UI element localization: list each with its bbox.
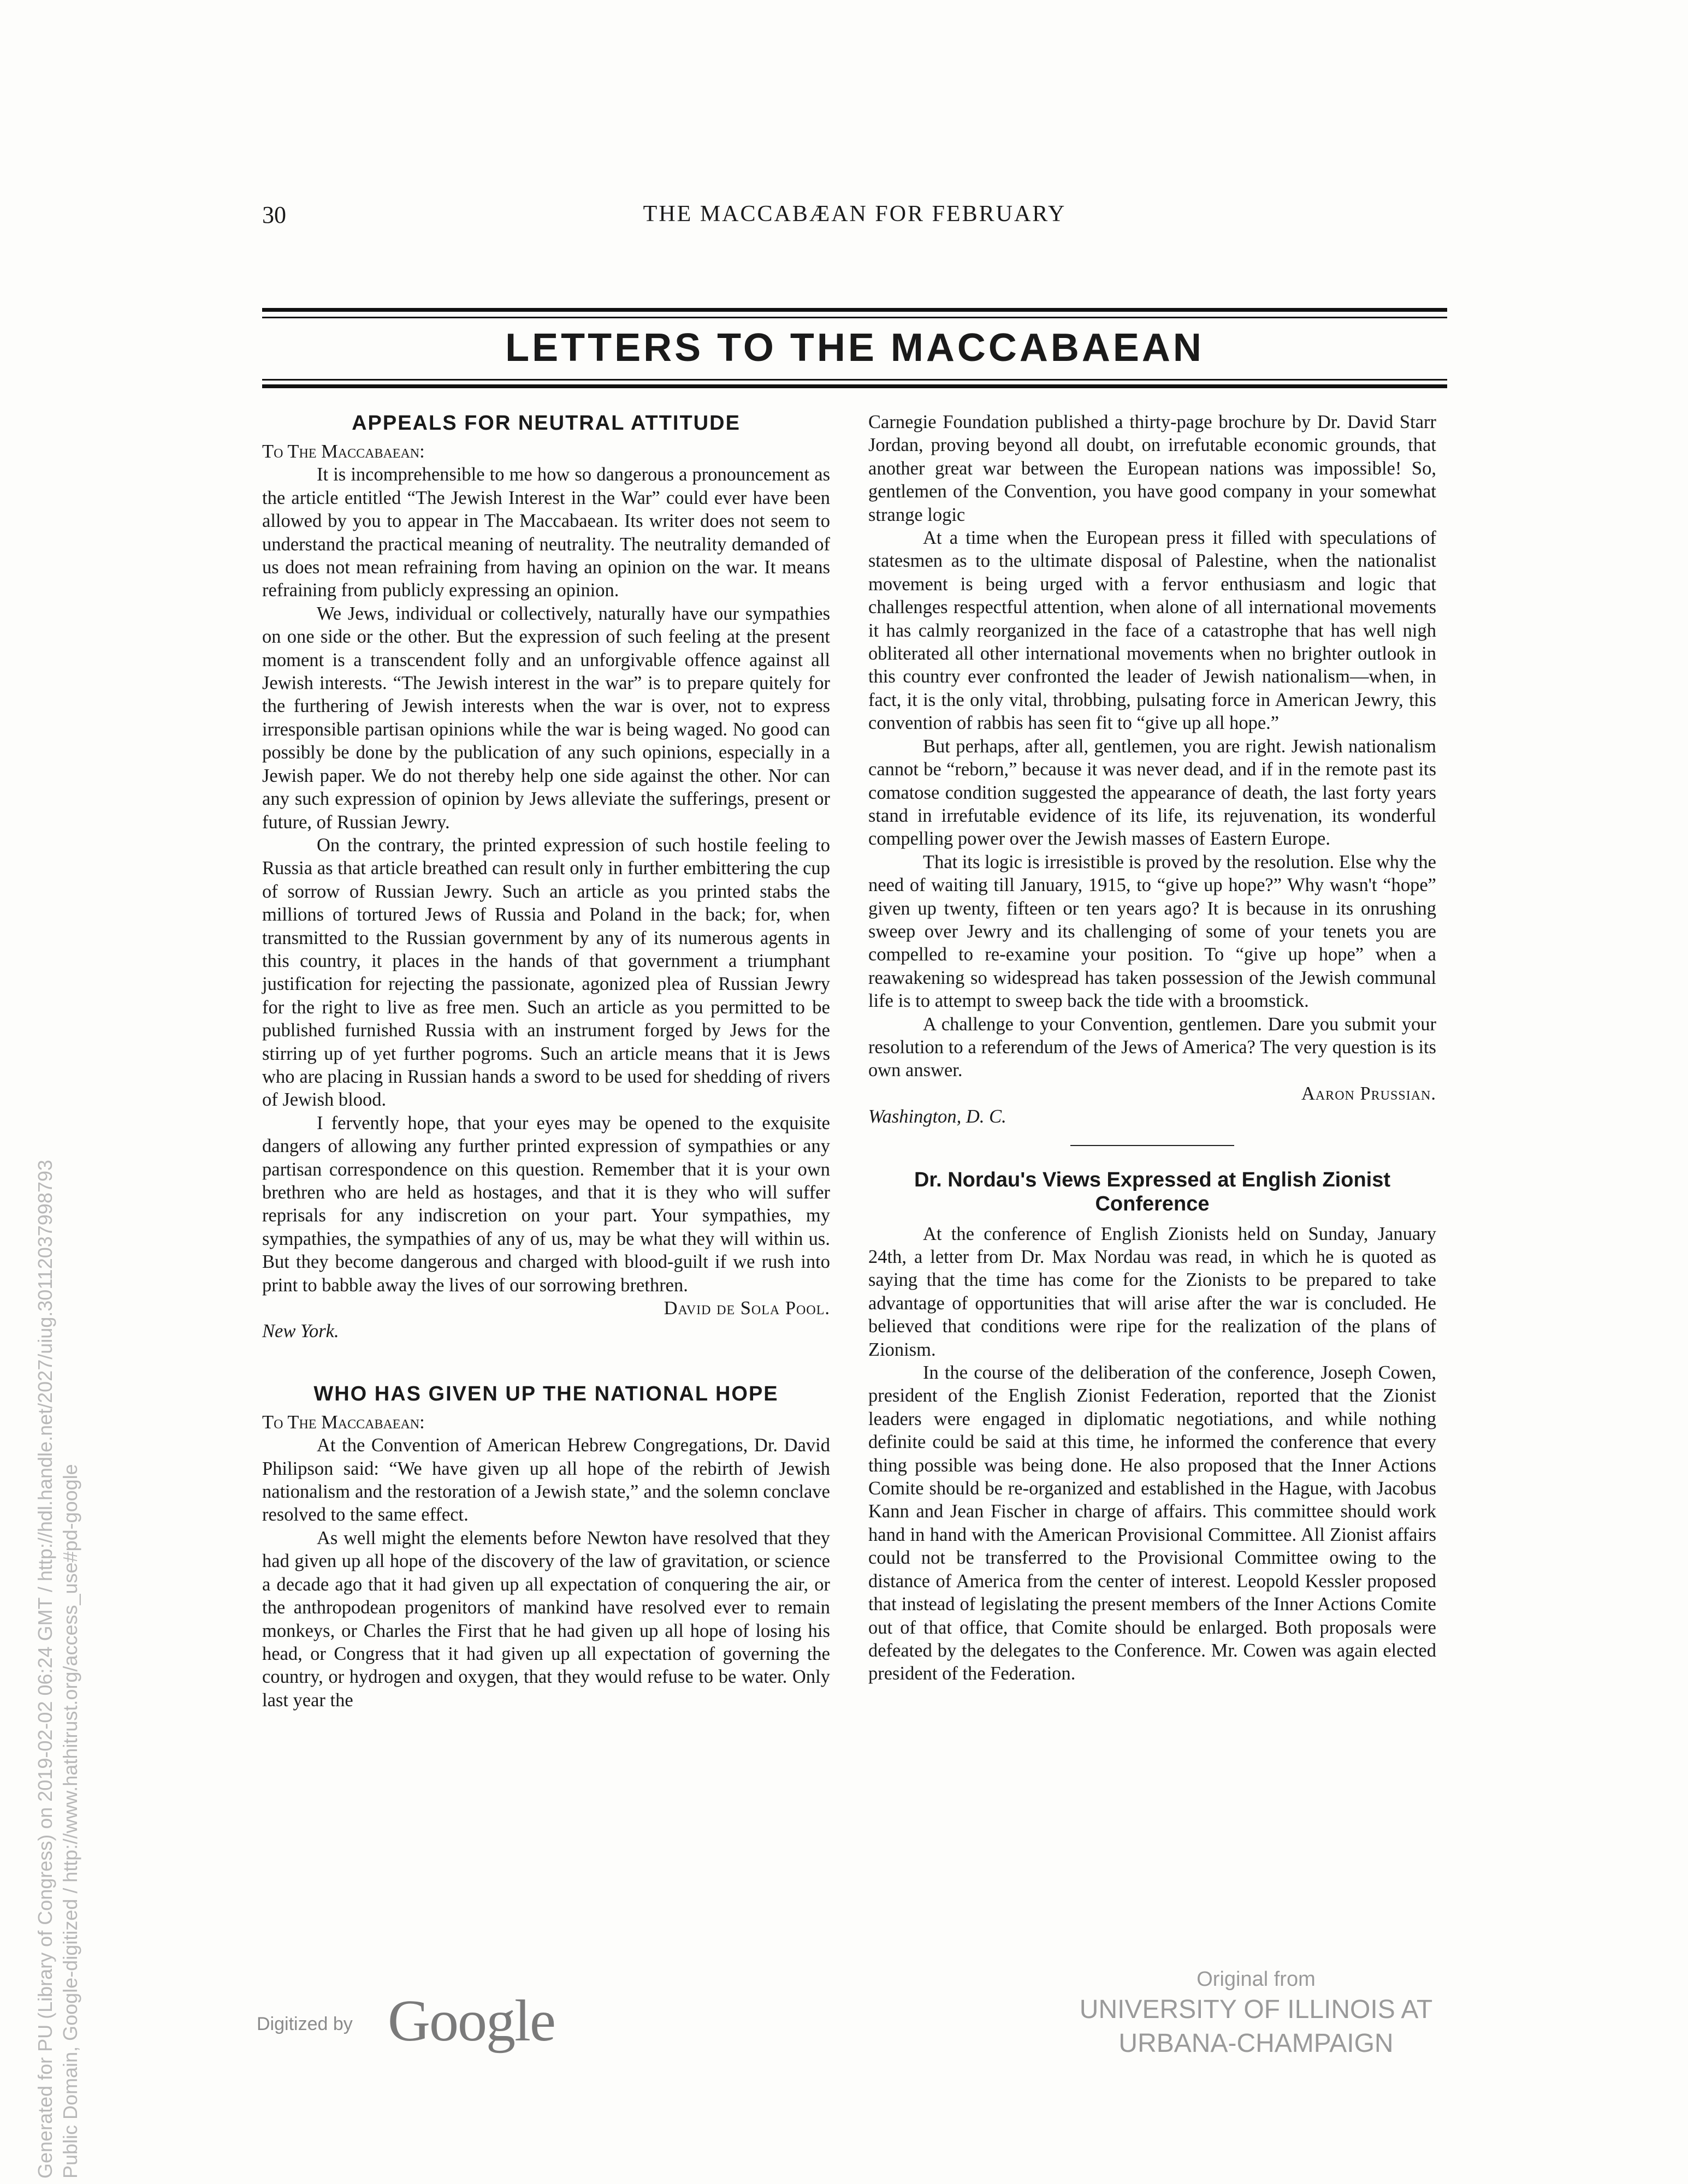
- section-headline: LETTERS TO THE MACCABAEAN: [505, 326, 1204, 370]
- letter2-continuation: Carnegie Foundation published a thirty-page brochure by Dr. David Starr Jordan, proving beyond all doubt, on irrefutable economic grounds, that another great war between the European nations was impossible! So, gentlemen of the Convention, you have good company in your somewhat strange logic: [868, 412, 1436, 525]
- letter2-paragraph: As well might the elements before Newton have resolved that they had given up all hope of the discovery of the law of gravitation, or science a decade ago that it had given up all expectation of conquering the air, or the anthropodean progenitors of mankind have resolved ever to remain monkeys, or Charles the First that he had given up all hope of losing his head, or Congress that it had given up all expectation of governing the country, or hydrogen and oxygen, that they would refuse to be water. Only last year the: [262, 1527, 830, 1711]
- article-heading: Dr. Nordau's Views Expressed at English Zionist Conference: [914, 1168, 1391, 1215]
- letter2-place: Washington, D. C.: [868, 1106, 1006, 1127]
- letter2-salutation: To The Maccabaean:: [262, 1411, 425, 1433]
- letter2-signature: Aaron Prussian.: [1301, 1083, 1436, 1104]
- section-divider: [1070, 1145, 1234, 1146]
- letter1-paragraph: It is incomprehensible to me how so dangerous a pronouncement as the article entitled “The Jewish Interest in the War” could ever have been allowed by you to appear in The Maccabaean. Its writer does not seem to understand the practical meaning of neutrality. The neutrality demanded of us does not mean refraining from having an opinion on the war. It means refraining from publicly expressing an opinion.: [262, 464, 830, 601]
- letter2-paragraph: At a time when the European press it filled with speculations of statesmen as to the ultimate disposal of Palestine, when the nationalist movement is being urged with a fervor enthusiasm and logic that challenges respectful attention, when alone of all international movements it has calmly reorganized in the face of a catastrophe that has well nigh obliterated all other international movements when no brighter outlook in this country ever confronted the leader of Jewish nationalism—when, in fact, it is the only vital, throbbing, pulsating force in American Jewry, this convention of rabbis has seen fit to “give up all hope.”: [868, 527, 1436, 734]
- headline-rule-top-thick: [262, 308, 1447, 312]
- watermark-line2: Public Domain, Google-digitized / http://www.hathitrust.org/access_use#pd-google: [59, 1464, 81, 2179]
- letter1-paragraph: I fervently hope, that your eyes may be opened to the exquisite dangers of allowing any further printed expression of sympathies or any partisan correspondence on this question. Remember that it is your own brethren who are held as hostages, and that it is they who will suffer reprisals for any indiscretion on your part. Your sympathies, my sympathies, the sympathies of any of us, may be what they will within us. But they become dangerous and charged with blood-guilt if we rush into print to babble away the lives of our sorrowing brethren.: [262, 1112, 830, 1296]
- headline-rule-bottom-thick: [262, 384, 1447, 388]
- institution-line2: URBANA-CHAMPAIGN: [1118, 2029, 1394, 2058]
- digitized-by-google-logo: [257, 1987, 595, 2054]
- running-title: THE MACCABÆAN FOR FEBRUARY: [643, 201, 1067, 227]
- right-column: [868, 411, 1436, 1686]
- page-number: 30: [262, 201, 286, 228]
- letter2-paragraph: But perhaps, after all, gentlemen, you are right. Jewish nationalism cannot be “reborn,” because it was never dead, and if in the remote past its comatose condition suggested the appearance of death, the last forty years stand in irrefutable evidence of its life, its rejuvenation, its wonderful compelling power over the Jewish masses of Eastern Europe.: [868, 735, 1436, 850]
- article-paragraph: In the course of the deliberation of the conference, Joseph Cowen, president of the English Zionist Federation, reported that the Zionist leaders were engaged in diplomatic negotiations, and while nothing definite could be said at this time, he informed the conference that every thing possible was being done. He also proposed that the Inner Actions Comite should be re-organized and established in the Hague, with Jacobus Kann and Jean Fischer in charge of affairs. This committee should work hand in hand with the American Provisional Committee. All Zionist affairs could not be transferred to the Provisional Committee owing to the distance of America from the center of interest. Leopold Kessler proposed that instead of legislating the present members of the Inner Actions Comite out of that office, that Comite should be enlarged. Both proposals were defeated by the delegates to the Conference. Mr. Cowen was again elected president of the Federation.: [868, 1362, 1436, 1684]
- headline-rule-top-thin: [262, 317, 1447, 318]
- digitized-by-label: Digitized by: [257, 2014, 353, 2034]
- letter2-heading: WHO HAS GIVEN UP THE NATIONAL HOPE: [313, 1382, 779, 1405]
- hathitrust-watermark: [33, 759, 83, 2179]
- letter1-signature: David de Sola Pool.: [664, 1298, 830, 1319]
- letter1-place: New York.: [262, 1321, 339, 1342]
- letter1-paragraph: On the contrary, the printed expression of such hostile feeling to Russia as that article breathed can result only in further embittering the cup of sorrow of Russian Jewry. Such an article as you printed stabs the millions of tortured Jews of Russia and Poland in the back; for, when transmitted to the Russian government by any of its numerous agents in this country, it places in the hands of that government a triumphant justification for rejecting the passionate, agonized plea of Russian Jewry for the right to live as free men. Such an article as you permitted to be published furnished Russia with an instrument forged by Jews for the stirring up of yet further pogroms. Such an article means that it is Jews who are placing in Russian hands a sword to be used for shedding of rivers of Jewish blood.: [262, 834, 830, 1111]
- spacer: [262, 1343, 830, 1381]
- letter1-salutation: To The Maccabaean:: [262, 441, 425, 462]
- google-wordmark: Google: [388, 1989, 555, 2054]
- letter2-paragraph: At the Convention of American Hebrew Congregations, Dr. David Philipson said: “We have given up all hope of the rebirth of Jewish nationalism and the restoration of a Jewish state,” and the solemn conclave resolved to the same effect.: [262, 1435, 830, 1526]
- institution-line1: UNIVERSITY OF ILLINOIS AT: [1079, 1995, 1433, 2024]
- left-column: [262, 411, 830, 1712]
- watermark-line1: Generated for PU (Library of Congress) on 2019-02-02 06:24 GMT / http://hdl.handle.net/2027/uiug.30112037998793: [34, 1160, 56, 2179]
- article-paragraph: At the conference of English Zionists held on Sunday, January 24th, a letter from Dr. Max Nordau was read, in which he is quoted as saying that the time has come for the Zionists to be prepared to take advantage of opportunities that will arise after the war is concluded. He believed that conditions were ripe for the realization of the plans of Zionism.: [868, 1223, 1436, 1360]
- letter2-paragraph: That its logic is irresistible is proved by the resolution. Else why the need of waiting till January, 1915, to “give up hope?” Why wasn't “hope” given up twenty, fifteen or ten years ago? It is because in its onrushing sweep over Jewry and its challenging of some of your tenets you are compelled to re-examine your position. To “give up hope” when a reawakening so widespread has taken possession of the Jewish communal life is to attempt to sweep back the tide with a broomstick.: [868, 851, 1436, 1012]
- headline-rule-bottom-thin: [262, 379, 1447, 381]
- original-source-note: [1038, 1966, 1474, 2061]
- letter1-paragraph: We Jews, individual or collectively, naturally have our sympathies on one side or the other. But the expression of such feeling at the present moment is a transcendent folly and an unforgivable offence against all Jewish interests. “The Jewish interest in the war” is to prepare quitely for the furthering of Jewish interests when the war is over, not to express irresponsible partisan opinions while the war is being waged. No good can possibly be done by the publication of any such opinions, especially in a Jewish paper. We do not thereby help one side against the other. Nor can any such expression of opinion by Jews alleviate the sufferings, present or future, of Russian Jewry.: [262, 603, 830, 833]
- letter1-heading: APPEALS FOR NEUTRAL ATTITUDE: [352, 412, 741, 435]
- original-from-label: Original from: [1197, 1968, 1316, 1991]
- letter2-paragraph: A challenge to your Convention, gentlemen. Dare you submit your resolution to a referendum of the Jews of America? The very question is its own answer.: [868, 1013, 1436, 1081]
- running-head: [262, 201, 1447, 239]
